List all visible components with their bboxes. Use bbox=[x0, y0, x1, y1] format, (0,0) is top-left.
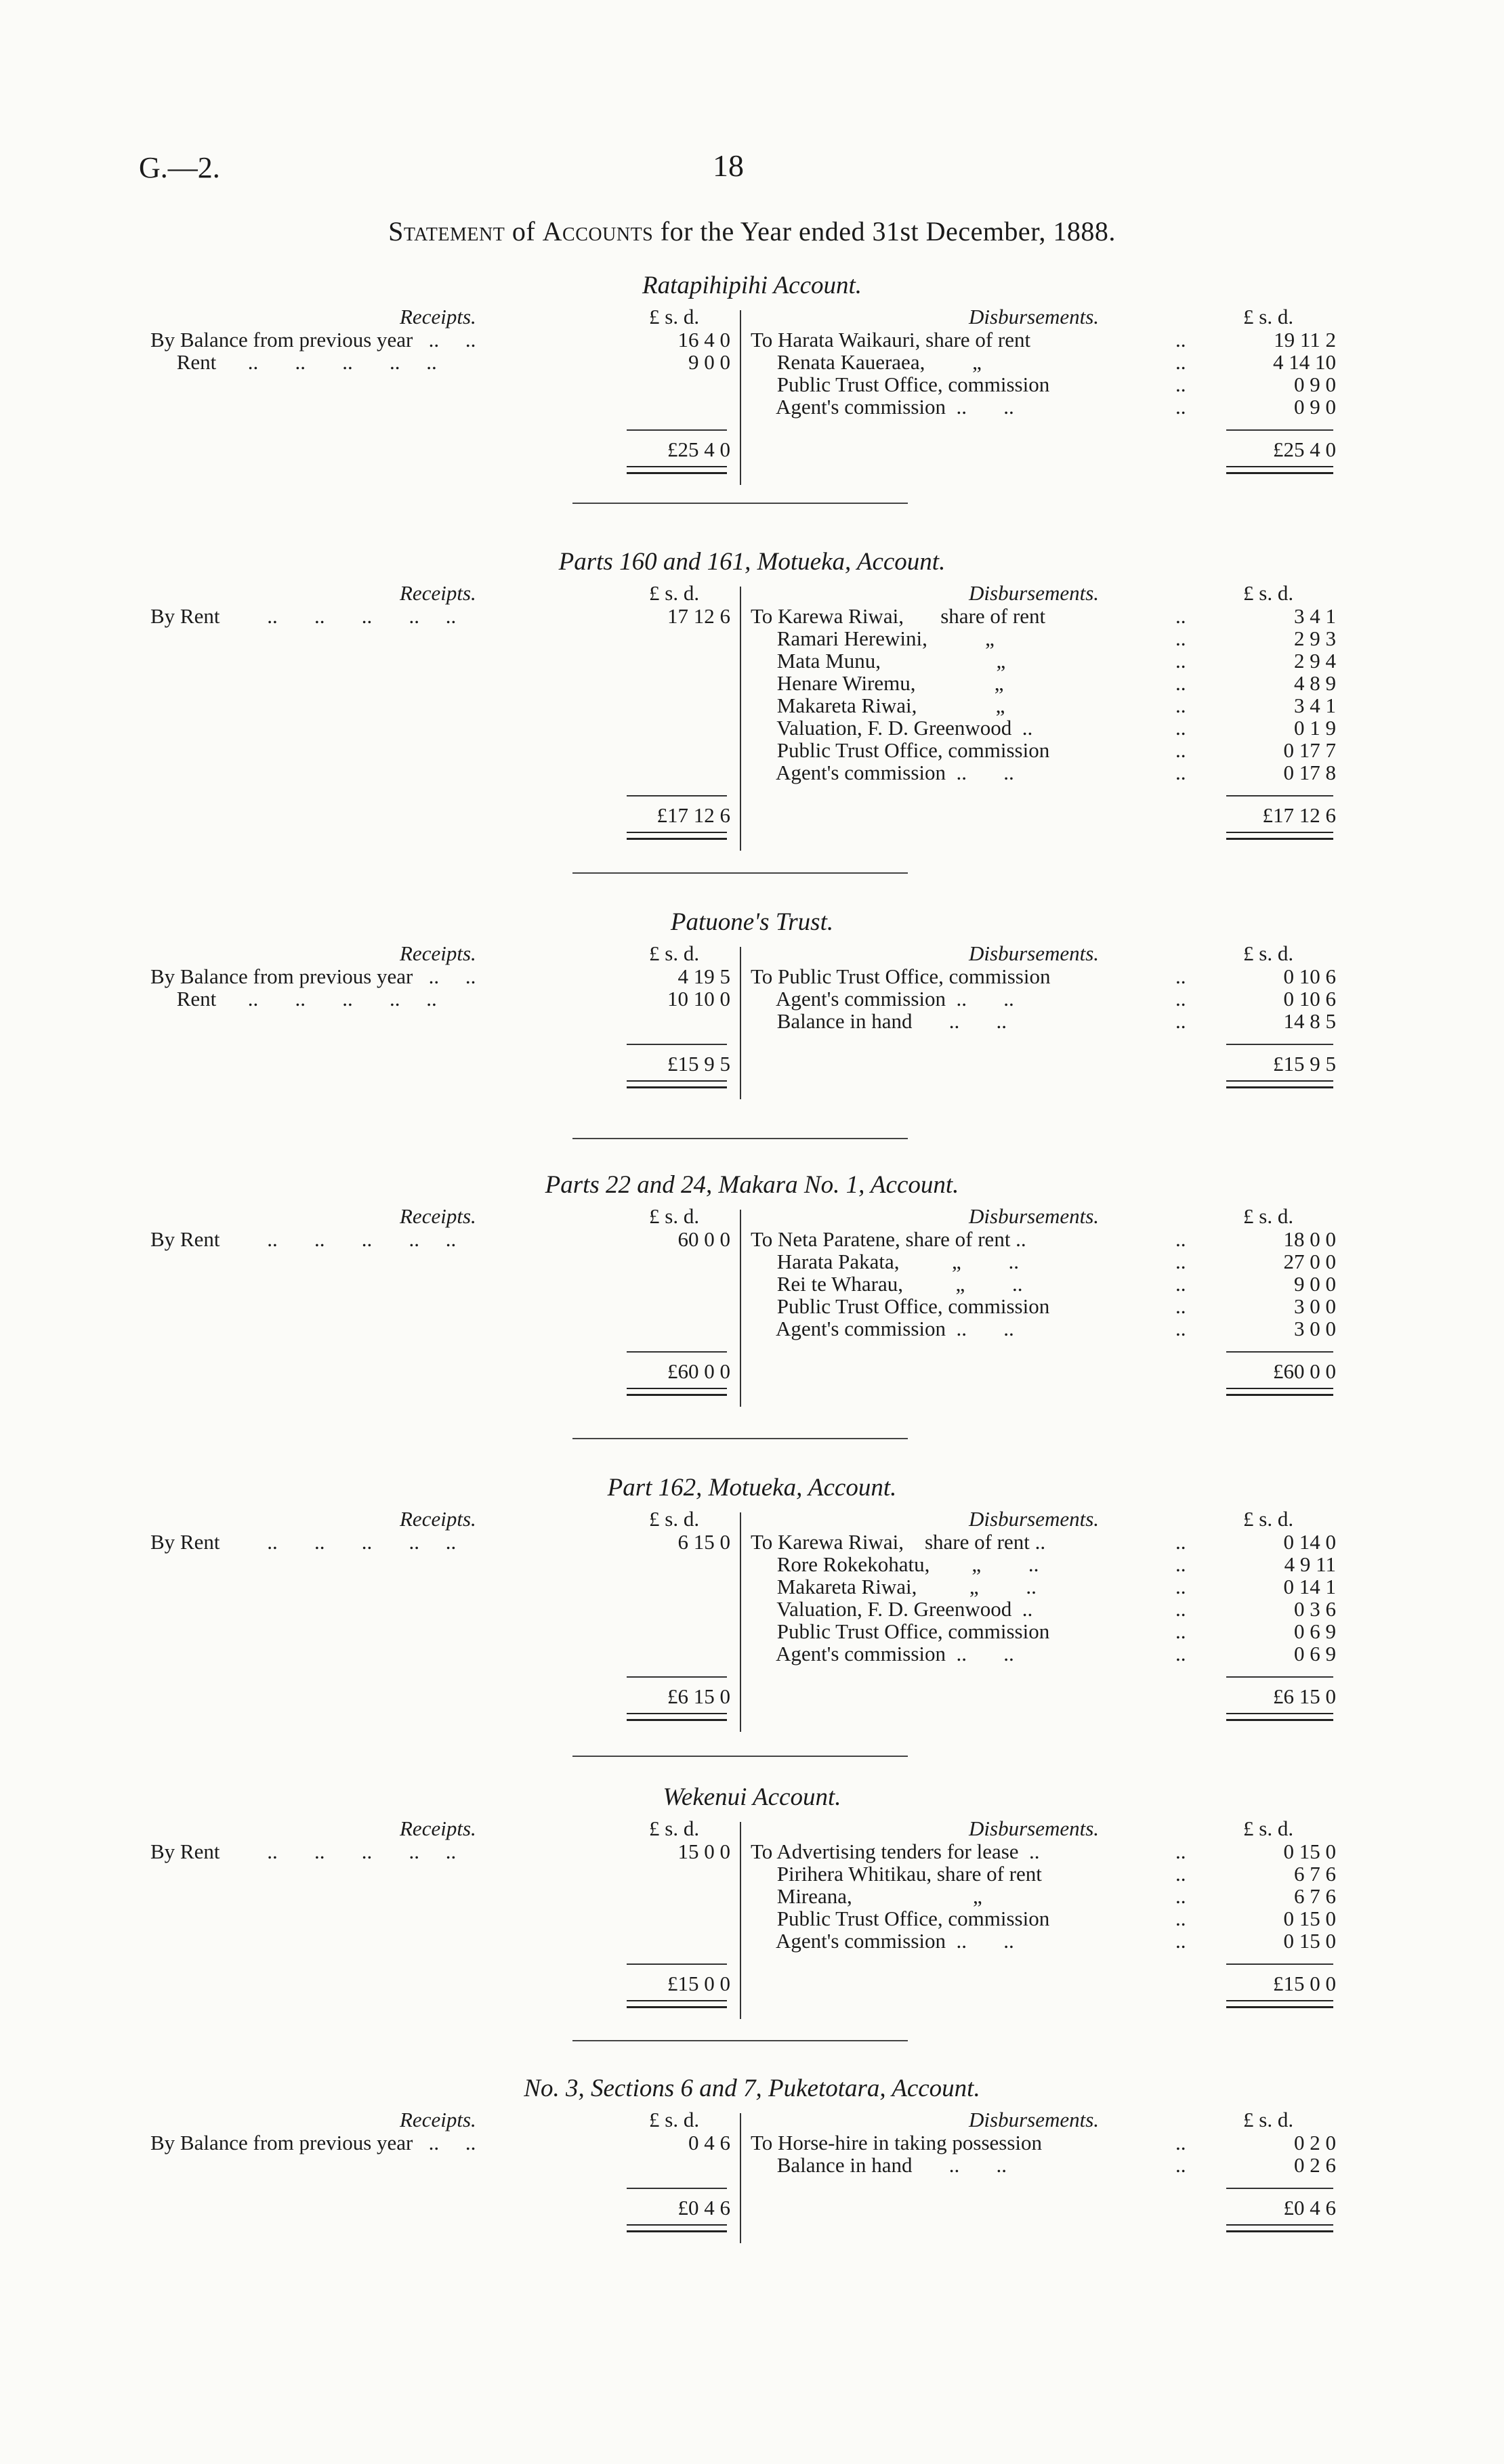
receipts-total: £6 15 0 bbox=[667, 1684, 730, 1708]
disbursements-total: £0 4 6 bbox=[1283, 2196, 1336, 2219]
disbursement-line: Rei te Wharau, „ .. bbox=[751, 1272, 1023, 1296]
disbursement-leader: .. bbox=[1175, 1597, 1186, 1621]
disbursement-line: To Public Trust Office, commission bbox=[751, 964, 1051, 988]
disbursement-line: To Karewa Riwai, share of rent .. bbox=[751, 1530, 1046, 1554]
receipts-total: £60 0 0 bbox=[667, 1359, 730, 1383]
disbursement-line: Agent's commission .. .. bbox=[751, 987, 1014, 1011]
receipt-line: Rent .. .. .. .. .. bbox=[150, 987, 437, 1011]
receipts-total-rule bbox=[627, 795, 727, 796]
disbursement-leader: .. bbox=[1175, 1552, 1186, 1576]
disbursements-total-rule bbox=[1226, 429, 1333, 431]
receipts-heading: Receipts. bbox=[400, 305, 476, 328]
receipts-heading: Receipts. bbox=[400, 2108, 476, 2131]
disbursement-leader: .. bbox=[1175, 1317, 1186, 1340]
receipts-total: £15 0 0 bbox=[667, 1972, 730, 1995]
disbursement-leader: .. bbox=[1175, 761, 1186, 784]
disbursement-amount: 27 0 0 bbox=[1283, 1250, 1336, 1273]
disbursement-amount: 14 8 5 bbox=[1283, 1009, 1336, 1033]
disbursement-amount: 0 3 6 bbox=[1294, 1597, 1336, 1621]
disbursement-amount: 3 4 1 bbox=[1294, 694, 1336, 717]
disbursement-line: Agent's commission .. .. bbox=[751, 761, 1014, 784]
disbursement-amount: 3 0 0 bbox=[1294, 1294, 1336, 1318]
disbursements-total: £15 0 0 bbox=[1273, 1972, 1336, 1995]
disbursements-heading: Disbursements. bbox=[969, 941, 1100, 965]
disbursement-line: Agent's commission .. .. bbox=[751, 1642, 1014, 1665]
disbursements-money-cols: £ s. d. bbox=[1243, 2108, 1294, 2131]
receipts-total: £15 9 5 bbox=[667, 1052, 730, 1076]
disbursement-amount: 0 2 6 bbox=[1294, 2153, 1336, 2177]
disbursement-line: To Neta Paratene, share of rent .. bbox=[751, 1227, 1026, 1251]
disbursement-leader: .. bbox=[1175, 1619, 1186, 1643]
disbursement-leader: .. bbox=[1175, 738, 1186, 762]
disbursement-amount: 6 7 6 bbox=[1294, 1884, 1336, 1908]
section-separator bbox=[572, 503, 908, 504]
receipts-total: £25 4 0 bbox=[667, 438, 730, 461]
disbursement-line: Public Trust Office, commission bbox=[751, 373, 1050, 396]
receipts-total-double-rule bbox=[627, 466, 727, 474]
receipt-line: By Rent .. .. .. .. .. bbox=[150, 1530, 457, 1554]
disbursement-amount: 18 0 0 bbox=[1283, 1227, 1336, 1251]
disbursement-leader: .. bbox=[1175, 1530, 1186, 1554]
disbursement-line: To Advertising tenders for lease .. bbox=[751, 1840, 1040, 1863]
receipt-amount: 17 12 6 bbox=[667, 604, 730, 628]
receipts-heading: Receipts. bbox=[400, 941, 476, 965]
receipt-amount: 9 0 0 bbox=[688, 350, 730, 374]
column-divider bbox=[740, 1822, 741, 2019]
account-title: Patuone's Trust. bbox=[670, 908, 834, 936]
disbursement-leader: .. bbox=[1175, 373, 1186, 396]
disbursements-total: £17 12 6 bbox=[1262, 803, 1336, 827]
disbursement-line: To Karewa Riwai, share of rent bbox=[751, 604, 1046, 628]
receipts-total: £0 4 6 bbox=[677, 2196, 730, 2219]
receipts-heading: Receipts. bbox=[400, 1507, 476, 1531]
disbursement-leader: .. bbox=[1175, 649, 1186, 673]
disbursement-leader: .. bbox=[1175, 626, 1186, 650]
disbursement-amount: 0 1 9 bbox=[1294, 716, 1336, 740]
disbursement-leader: .. bbox=[1175, 1884, 1186, 1908]
receipt-amount: 10 10 0 bbox=[667, 987, 730, 1011]
account-title: Parts 160 and 161, Motueka, Account. bbox=[558, 548, 946, 576]
disbursement-amount: 0 9 0 bbox=[1294, 373, 1336, 396]
receipts-money-cols: £ s. d. bbox=[649, 2108, 700, 2131]
disbursements-total-rule bbox=[1226, 1676, 1333, 1678]
disbursement-leader: .. bbox=[1175, 671, 1186, 695]
disbursement-line: Harata Pakata, „ .. bbox=[751, 1250, 1019, 1273]
disbursement-amount: 4 8 9 bbox=[1294, 671, 1336, 695]
disbursements-money-cols: £ s. d. bbox=[1243, 581, 1294, 605]
receipts-total-double-rule bbox=[627, 1080, 727, 1088]
account-title: Wekenui Account. bbox=[663, 1783, 841, 1811]
receipt-amount: 0 4 6 bbox=[688, 2131, 730, 2154]
receipts-money-cols: £ s. d. bbox=[649, 1204, 700, 1228]
title-accounts: Accounts bbox=[542, 216, 654, 247]
disbursement-line: Balance in hand .. .. bbox=[751, 2153, 1007, 2177]
receipts-money-cols: £ s. d. bbox=[649, 1817, 700, 1840]
account-title: Part 162, Motueka, Account. bbox=[607, 1474, 897, 1502]
receipt-line: By Balance from previous year .. .. bbox=[150, 964, 476, 988]
disbursements-total-double-rule bbox=[1226, 1080, 1333, 1088]
receipts-total-double-rule bbox=[627, 832, 727, 840]
disbursement-line: Mata Munu, „ bbox=[751, 649, 1006, 673]
disbursements-total-double-rule bbox=[1226, 466, 1333, 474]
disbursements-heading: Disbursements. bbox=[969, 1204, 1100, 1228]
disbursement-leader: .. bbox=[1175, 1272, 1186, 1296]
receipts-total-rule bbox=[627, 1044, 727, 1045]
account-title: Parts 22 and 24, Makara No. 1, Account. bbox=[545, 1171, 959, 1199]
disbursement-leader: .. bbox=[1175, 1840, 1186, 1863]
disbursement-line: Makareta Riwai, „ bbox=[751, 694, 1005, 717]
disbursement-amount: 2 9 4 bbox=[1294, 649, 1336, 673]
disbursement-amount: 0 6 9 bbox=[1294, 1642, 1336, 1665]
disbursements-total-rule bbox=[1226, 2188, 1333, 2189]
receipt-amount: 60 0 0 bbox=[677, 1227, 730, 1251]
receipt-line: By Rent .. .. .. .. .. bbox=[150, 1227, 457, 1251]
receipts-total-rule bbox=[627, 1963, 727, 1965]
disbursements-heading: Disbursements. bbox=[969, 2108, 1100, 2131]
receipts-total-double-rule bbox=[627, 2000, 727, 2008]
disbursements-heading: Disbursements. bbox=[969, 581, 1100, 605]
disbursements-total-rule bbox=[1226, 795, 1333, 796]
title-prefix: Statement bbox=[388, 216, 505, 247]
disbursement-amount: 9 0 0 bbox=[1294, 1272, 1336, 1296]
disbursement-amount: 0 10 6 bbox=[1283, 987, 1336, 1011]
disbursement-amount: 0 15 0 bbox=[1283, 1929, 1336, 1953]
disbursement-line: Agent's commission .. .. bbox=[751, 395, 1014, 419]
disbursements-total-double-rule bbox=[1226, 2224, 1333, 2232]
disbursement-leader: .. bbox=[1175, 716, 1186, 740]
disbursements-money-cols: £ s. d. bbox=[1243, 1204, 1294, 1228]
disbursement-line: Public Trust Office, commission bbox=[751, 738, 1050, 762]
section-separator bbox=[572, 2040, 908, 2041]
receipts-heading: Receipts. bbox=[400, 1817, 476, 1840]
disbursement-leader: .. bbox=[1175, 1862, 1186, 1886]
disbursement-leader: .. bbox=[1175, 1929, 1186, 1953]
receipts-total-rule bbox=[627, 2188, 727, 2189]
disbursement-amount: 0 2 0 bbox=[1294, 2131, 1336, 2154]
disbursement-amount: 4 14 10 bbox=[1273, 350, 1336, 374]
disbursements-heading: Disbursements. bbox=[969, 1817, 1100, 1840]
disbursement-leader: .. bbox=[1175, 1009, 1186, 1033]
disbursement-leader: .. bbox=[1175, 694, 1186, 717]
receipts-total-rule bbox=[627, 1676, 727, 1678]
disbursement-line: Ramari Herewini, „ bbox=[751, 626, 995, 650]
disbursement-line: Public Trust Office, commission bbox=[751, 1907, 1050, 1930]
receipt-amount: 6 15 0 bbox=[677, 1530, 730, 1554]
disbursements-total-rule bbox=[1226, 1044, 1333, 1045]
receipts-total: £17 12 6 bbox=[656, 803, 730, 827]
receipts-money-cols: £ s. d. bbox=[649, 305, 700, 328]
receipts-money-cols: £ s. d. bbox=[649, 581, 700, 605]
receipts-heading: Receipts. bbox=[400, 1204, 476, 1228]
disbursement-line: To Horse-hire in taking possession bbox=[751, 2131, 1043, 2154]
disbursements-total-rule bbox=[1226, 1351, 1333, 1353]
disbursement-line: Rore Rokekohatu, „ .. bbox=[751, 1552, 1039, 1576]
account-title: Ratapihipihi Account. bbox=[642, 272, 862, 299]
disbursement-amount: 3 4 1 bbox=[1294, 604, 1336, 628]
disbursement-amount: 2 9 3 bbox=[1294, 626, 1336, 650]
disbursement-amount: 0 17 7 bbox=[1283, 738, 1336, 762]
disbursement-leader: .. bbox=[1175, 604, 1186, 628]
receipt-line: By Balance from previous year .. .. bbox=[150, 2131, 476, 2154]
disbursements-money-cols: £ s. d. bbox=[1243, 941, 1294, 965]
disbursement-amount: 19 11 2 bbox=[1274, 328, 1336, 352]
page-ref: G.—2. bbox=[139, 151, 220, 184]
disbursements-total-double-rule bbox=[1226, 2000, 1333, 2008]
disbursement-amount: 0 14 0 bbox=[1283, 1530, 1336, 1554]
disbursements-total: £25 4 0 bbox=[1273, 438, 1336, 461]
disbursement-line: Agent's commission .. .. bbox=[751, 1317, 1014, 1340]
disbursement-amount: 0 9 0 bbox=[1294, 395, 1336, 419]
disbursement-line: Henare Wiremu, „ bbox=[751, 671, 1004, 695]
receipt-line: By Balance from previous year .. .. bbox=[150, 328, 476, 352]
column-divider bbox=[740, 1210, 741, 1407]
receipt-line: By Rent .. .. .. .. .. bbox=[150, 1840, 457, 1863]
disbursement-line: Pirihera Whitikau, share of rent bbox=[751, 1862, 1042, 1886]
disbursement-leader: .. bbox=[1175, 1294, 1186, 1318]
receipts-total-rule bbox=[627, 429, 727, 431]
disbursements-total: £15 9 5 bbox=[1273, 1052, 1336, 1076]
account-title: No. 3, Sections 6 and 7, Puketotara, Account. bbox=[524, 2075, 980, 2102]
disbursement-leader: .. bbox=[1175, 395, 1186, 419]
section-separator bbox=[572, 1438, 908, 1439]
receipts-money-cols: £ s. d. bbox=[649, 1507, 700, 1531]
disbursement-amount: 0 15 0 bbox=[1283, 1840, 1336, 1863]
disbursement-amount: 0 14 1 bbox=[1283, 1575, 1336, 1598]
disbursements-money-cols: £ s. d. bbox=[1243, 305, 1294, 328]
title-of: of bbox=[511, 216, 536, 247]
disbursement-amount: 4 9 11 bbox=[1284, 1552, 1336, 1576]
disbursements-total: £6 15 0 bbox=[1273, 1684, 1336, 1708]
disbursements-money-cols: £ s. d. bbox=[1243, 1817, 1294, 1840]
disbursement-leader: .. bbox=[1175, 328, 1186, 352]
section-separator bbox=[572, 1756, 908, 1757]
column-divider bbox=[740, 1512, 741, 1732]
disbursement-line: Agent's commission .. .. bbox=[751, 1929, 1014, 1953]
receipt-line: By Rent .. .. .. .. .. bbox=[150, 604, 457, 628]
disbursements-heading: Disbursements. bbox=[969, 1507, 1100, 1531]
disbursement-amount: 0 6 9 bbox=[1294, 1619, 1336, 1643]
disbursement-line: Public Trust Office, commission bbox=[751, 1294, 1050, 1318]
disbursements-total-double-rule bbox=[1226, 832, 1333, 840]
receipt-amount: 15 0 0 bbox=[677, 1840, 730, 1863]
receipts-total-double-rule bbox=[627, 1713, 727, 1721]
disbursement-line: Public Trust Office, commission bbox=[751, 1619, 1050, 1643]
disbursement-leader: .. bbox=[1175, 1575, 1186, 1598]
disbursement-amount: 0 15 0 bbox=[1283, 1907, 1336, 1930]
receipts-total-double-rule bbox=[627, 2224, 727, 2232]
section-separator bbox=[572, 872, 908, 874]
title-rest: for the Year ended 31st December, 1888. bbox=[660, 216, 1116, 247]
column-divider bbox=[740, 310, 741, 485]
disbursement-leader: .. bbox=[1175, 1907, 1186, 1930]
section-separator bbox=[572, 1138, 908, 1139]
receipts-total-rule bbox=[627, 1351, 727, 1353]
disbursement-leader: .. bbox=[1175, 2153, 1186, 2177]
disbursement-line: Makareta Riwai, „ .. bbox=[751, 1575, 1037, 1598]
disbursement-amount: 0 10 6 bbox=[1283, 964, 1336, 988]
disbursement-leader: .. bbox=[1175, 1642, 1186, 1665]
disbursement-line: Balance in hand .. .. bbox=[751, 1009, 1007, 1033]
disbursement-amount: 0 17 8 bbox=[1283, 761, 1336, 784]
receipts-total-double-rule bbox=[627, 1388, 727, 1396]
column-divider bbox=[740, 2113, 741, 2243]
column-divider bbox=[740, 587, 741, 851]
disbursement-amount: 6 7 6 bbox=[1294, 1862, 1336, 1886]
disbursement-line: Renata Kaueraea, „ bbox=[751, 350, 982, 374]
disbursements-total-double-rule bbox=[1226, 1388, 1333, 1396]
receipt-line: Rent .. .. .. .. .. bbox=[150, 350, 437, 374]
disbursement-leader: .. bbox=[1175, 1227, 1186, 1251]
disbursement-line: Mireana, „ bbox=[751, 1884, 982, 1908]
statement-title bbox=[0, 215, 1504, 247]
disbursement-leader: .. bbox=[1175, 987, 1186, 1011]
receipts-heading: Receipts. bbox=[400, 581, 476, 605]
page-number: 18 bbox=[713, 148, 744, 183]
receipt-amount: 16 4 0 bbox=[677, 328, 730, 352]
receipt-amount: 4 19 5 bbox=[677, 964, 730, 988]
disbursements-total-rule bbox=[1226, 1963, 1333, 1965]
disbursement-line: Valuation, F. D. Greenwood .. bbox=[751, 1597, 1033, 1621]
disbursement-leader: .. bbox=[1175, 1250, 1186, 1273]
column-divider bbox=[740, 947, 741, 1099]
disbursement-leader: .. bbox=[1175, 2131, 1186, 2154]
disbursement-line: To Harata Waikauri, share of rent bbox=[751, 328, 1031, 352]
disbursements-heading: Disbursements. bbox=[969, 305, 1100, 328]
disbursement-amount: 3 0 0 bbox=[1294, 1317, 1336, 1340]
disbursements-total-double-rule bbox=[1226, 1713, 1333, 1721]
disbursement-leader: .. bbox=[1175, 964, 1186, 988]
receipts-money-cols: £ s. d. bbox=[649, 941, 700, 965]
disbursement-leader: .. bbox=[1175, 350, 1186, 374]
disbursements-total: £60 0 0 bbox=[1273, 1359, 1336, 1383]
disbursement-line: Valuation, F. D. Greenwood .. bbox=[751, 716, 1033, 740]
disbursements-money-cols: £ s. d. bbox=[1243, 1507, 1294, 1531]
